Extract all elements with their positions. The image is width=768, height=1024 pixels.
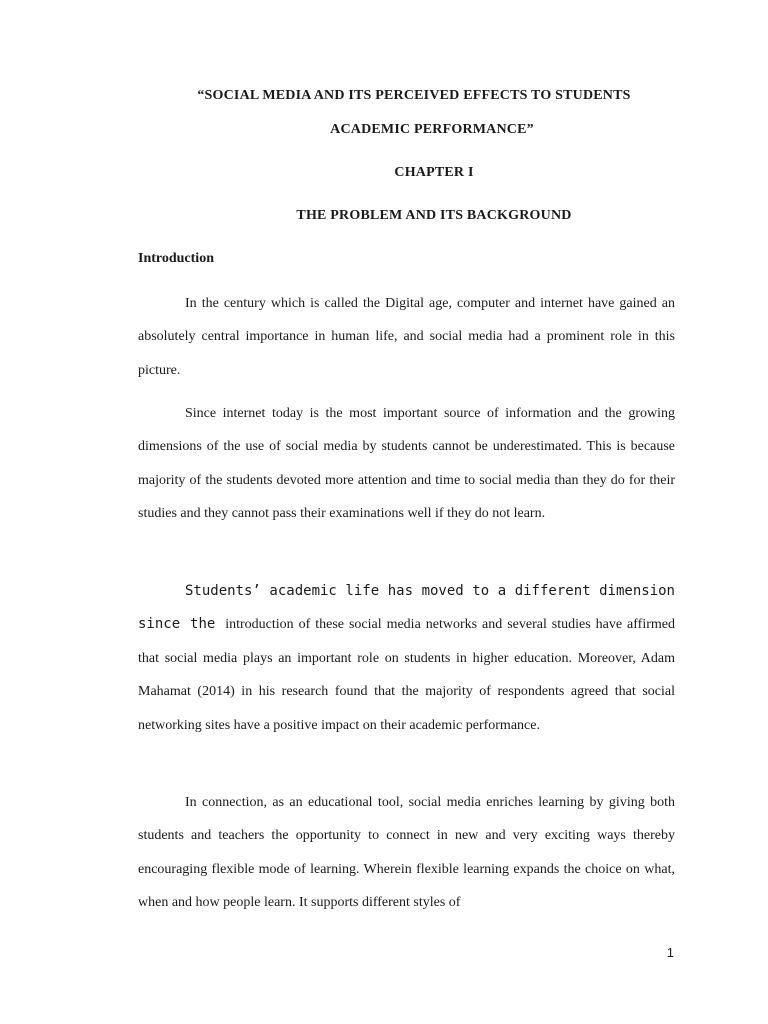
document-title-line-1: “SOCIAL MEDIA AND ITS PERCEIVED EFFECTS TO STUDENTS bbox=[197, 88, 631, 103]
body-paragraph-2: Since internet today is the most important source of information and the growing dimensions of the use of social media by students cannot be underestimated. This is because majority of the students devoted more attention and time to social media than they do for their studies and they cannot pass their examinations well if they do not learn. bbox=[138, 406, 675, 522]
body-paragraph-3-rest: introduction of these social media networks and several studies have affirmed that social media plays an important role on students in higher education. Moreover, Adam Mahamat (2014) in his research found that the majority of respondents agreed that social networking sites have a positive impact on their academic performance. bbox=[138, 617, 675, 733]
document-title-line-2: ACADEMIC PERFORMANCE” bbox=[330, 122, 534, 137]
body-paragraph-3-lead: Students’ academic life has moved to a different dimension since the bbox=[138, 583, 675, 633]
body-paragraph-4: In connection, as an educational tool, social media enriches learning by giving both students and teachers the opportunity to connect in new and very exciting ways thereby encouraging flexible mode of learning. Wherein flexible learning expands the choice on what, when and how people learn. It supports different styles of bbox=[138, 795, 675, 911]
page-number: 1 bbox=[666, 945, 674, 960]
section-heading-introduction: Introduction bbox=[138, 251, 214, 266]
body-paragraph-1: In the century which is called the Digital age, computer and internet have gained an absolutely central importance in human life, and social media had a prominent role in this picture. bbox=[138, 296, 675, 378]
chapter-label: CHAPTER I bbox=[394, 165, 474, 180]
chapter-title: THE PROBLEM AND ITS BACKGROUND bbox=[296, 208, 572, 223]
body-paragraph-3 bbox=[138, 575, 675, 742]
